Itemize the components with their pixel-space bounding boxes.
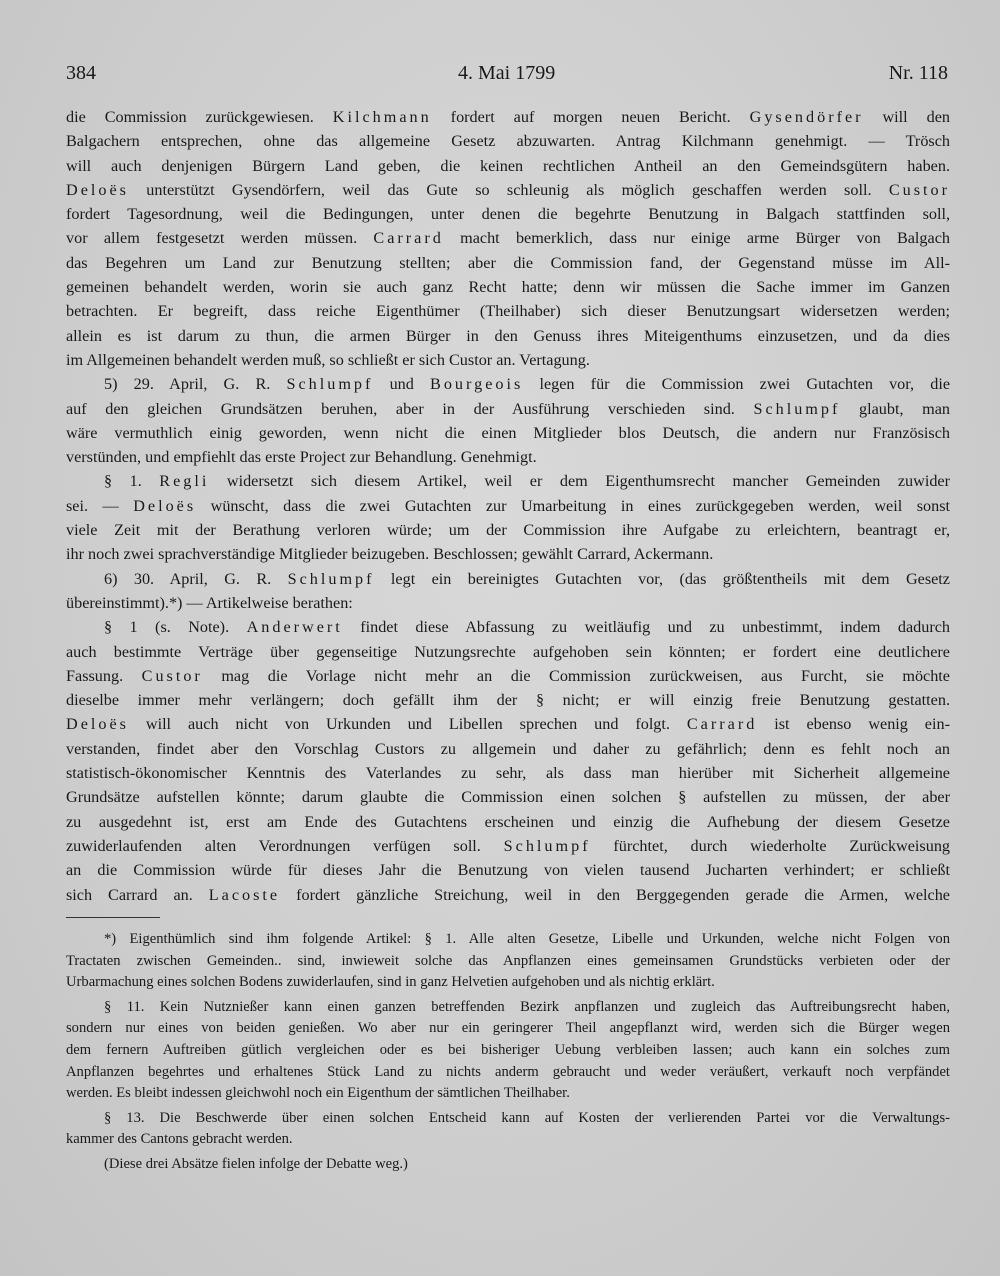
- text-line: gemeinen behandelt werden, worin sie auch ganz Recht hatte; denn wir müssen die Sache immer im Ganzen: [66, 278, 950, 297]
- speaker-name: Kilchmann: [332, 108, 432, 126]
- text-line: [66, 226, 950, 250]
- text-run: mag die Vorlage nicht mehr an die Commission zurückweisen, aus Furcht, sie möchte: [202, 666, 950, 685]
- text-run: auf den gleichen Grundsätzen beruhen, aber in der Ausführung verschieden sind.: [66, 399, 754, 418]
- text-line: übereinstimmt).*) — Artikelweise berathen:: [66, 593, 353, 612]
- text-line: will auch denjenigen Bürgern Land geben, die keinen rechtlichen Antheil an den Gemeindsgütern haben.: [66, 156, 950, 175]
- text-line: Grundsätze aufstellen könnte; darum glaubte die Commission einen solchen § aufstellen zu müssen, der aber: [66, 788, 950, 807]
- text-line: ihr noch zwei sprachverständige Mitglieder beizugeben. Beschlossen; gewählt Carrard, Ackermann.: [66, 545, 714, 564]
- text-line: statistisch-ökonomischer Kenntnis des Vaterlandes zu sehr, als dass man hierüber mit Sicherheit allgemeine: [66, 764, 950, 783]
- text-line: [66, 615, 950, 639]
- speaker-name: Schlumpf: [287, 569, 375, 588]
- text-run: zuwiderlaufenden alten Verordnungen verfügen soll.: [66, 836, 504, 855]
- header-date: 4. Mai 1799: [458, 62, 556, 84]
- footnote-line: dem fernern Auftreiben gütlich vergleichen oder es bei bisheriger Uebung verbleiben lassen; auch kann ein solches zum: [66, 1041, 950, 1058]
- text-run: will auch nicht von Urkunden und Libellen sprechen und folgt.: [128, 715, 687, 734]
- text-line: das Begehren um Land zur Benutzung stellten; aber die Commission fand, der Gegenstand müsse im All-: [66, 253, 950, 272]
- text-run: will den: [863, 108, 950, 126]
- text-line: verstünden, und empfiehlt das erste Project zur Behandlung. Genehmigt.: [66, 448, 537, 467]
- speaker-name: Deloës: [133, 496, 197, 515]
- text-line: [66, 372, 950, 396]
- speaker-name: Deloës: [66, 180, 129, 199]
- speaker-name: Deloës: [66, 715, 129, 734]
- text-run: legt ein bereinigtes Gutachten vor, (das größtentheils mit dem Gesetz: [374, 569, 950, 588]
- text-line: [66, 567, 950, 591]
- document-number: Nr. 118: [888, 62, 948, 84]
- text-line: auch bestimmte Verträge über gegenseitige Nutzungsrechte aufgehoben sein könnten; er fordert eine deutlichere: [66, 642, 950, 661]
- text-line: [66, 712, 950, 736]
- text-line: dieselbe immer mehr verlängern; doch gefällt ihm der § nicht; er will einzig freie Benutzung gestatten.: [66, 691, 950, 710]
- body-text: [66, 105, 950, 907]
- text-line: [66, 834, 950, 858]
- text-run: § 1 (s. Note).: [104, 618, 247, 637]
- speaker-name: Custor: [888, 180, 950, 199]
- speaker-name: Schlumpf: [286, 375, 374, 394]
- footnotes: [66, 929, 950, 1176]
- text-line: [66, 883, 950, 907]
- text-line: wäre vermuthlich einig geworden, wenn nicht die einen Mitglieder blos Deutsch, die andern nur Französisch: [66, 423, 950, 442]
- text-run: wünscht, dass die zwei Gutachten zur Umarbeitung in eines zurückgegeben werden, weil sonst: [196, 496, 950, 515]
- text-line: [66, 664, 950, 688]
- text-line: viele Zeit mit der Berathung verloren würde; um der Commission ihre Aufgabe zu erleichtern, beantragt er,: [66, 521, 950, 540]
- footnote-divider: [66, 917, 160, 918]
- text-run: vor allem festgesetzt werden müssen.: [66, 229, 374, 248]
- text-run: § 1.: [104, 472, 160, 491]
- text-run: macht bemerklich, dass nur einige arme Bürger von Balgach: [443, 229, 950, 248]
- text-run: die Commission zurückgewiesen.: [66, 108, 333, 126]
- text-line: zu ausgedehnt ist, erst am Ende des Gutachtens erscheinen und einzig die Aufhebung der diesem Gesetze: [66, 812, 950, 831]
- speaker-name: Custor: [141, 666, 203, 685]
- text-line: Balgachern entsprechen, ohne das allgemeine Gesetz abzuwarten. Antrag Kilchmann genehmigt. — Trösch: [66, 132, 950, 151]
- footnote-line: *) Eigenthümlich sind ihm folgende Artikel: § 1. Alle alten Gesetze, Libelle und Urkunden, welche nicht Folgen von: [104, 931, 950, 947]
- text-line: verstanden, findet aber den Vorschlag Custors zu allgemein und daher zu gefährlich; denn es fehlt noch an: [66, 739, 950, 758]
- text-line: [66, 494, 950, 518]
- footnote-line: (Diese drei Absätze fielen infolge der Debatte weg.): [104, 1155, 408, 1172]
- text-run: unterstützt Gysendörfern, weil das Gute so schleunig als möglich geschaffen werden soll.: [128, 180, 889, 199]
- speaker-name: Carrard: [686, 715, 758, 734]
- text-run: 6) 30. April, G. R.: [104, 569, 288, 588]
- text-run: und: [373, 375, 431, 394]
- footnote-line: Urbarmachung eines solchen Bodens zuwiderlaufen, sind in ganz Helvetien aufgehoben und als nichtig erklärt.: [66, 974, 715, 991]
- text-line: betrachten. Er begreift, dass reiche Eigenthümer (Theilhaber) sich dieser Benutzungsart widersetzen werden;: [66, 302, 950, 321]
- text-line: im Allgemeinen behandelt werden muß, so schließt er sich Custor an. Vertagung.: [66, 350, 590, 369]
- text-run: 5) 29. April, G. R.: [104, 375, 287, 394]
- speaker-name: Bourgeois: [430, 375, 524, 394]
- text-run: sich Carrard an.: [66, 885, 209, 904]
- speaker-name: Carrard: [373, 229, 444, 248]
- text-run: findet diese Abfassung zu weitläufig und zu unbestimmt, indem dadurch: [342, 618, 951, 637]
- text-run: sei. —: [66, 496, 134, 515]
- footnote-line: kammer des Cantons gebracht werden.: [66, 1131, 293, 1148]
- text-line: fordert Tagesordnung, weil die Bedingungen, unter denen die begehrte Benutzung in Balgach stattfinden soll,: [66, 205, 950, 224]
- text-line: an die Commission würde für dieses Jahr die Benutzung von vielen tausend Jucharten verhindert; er schließt: [66, 861, 950, 880]
- text-run: glaubt, man: [840, 399, 950, 418]
- text-line: [66, 105, 950, 129]
- speaker-name: Anderwert: [246, 618, 343, 637]
- footnote-line: § 13. Die Beschwerde über einen solchen Entscheid kann auf Kosten der verlierenden Partei vor die Verwaltungs-: [104, 1109, 950, 1126]
- text-line: [66, 397, 950, 421]
- footnote-line: Tractaten zwischen Gemeinden.. sind, inwieweit solche das Anpflanzen eines gemeinsamen Grundstücks verbieten oder der: [66, 952, 950, 969]
- text-run: widersetzt sich diesem Artikel, weil er dem Eigenthumsrecht mancher Gemeinden zuwider: [209, 472, 950, 491]
- text-run: ist ebenso wenig ein-: [757, 715, 950, 734]
- speaker-name: Schlumpf: [503, 836, 591, 855]
- text-run: fürchtet, durch wiederholte Zurückweisung: [590, 836, 951, 855]
- footnote-line: § 11. Kein Nutznießer kann einen ganzen betreffenden Bezirk anpflanzen und zugleich das Auftreibungsrecht haben,: [104, 998, 950, 1015]
- text-line: [66, 178, 950, 202]
- running-header: [66, 62, 948, 92]
- speaker-name: Regli: [159, 472, 210, 491]
- speaker-name: Schlumpf: [753, 399, 841, 418]
- speaker-name: Gysendörfer: [749, 108, 864, 126]
- text-line: [66, 469, 950, 493]
- speaker-name: Lacoste: [208, 885, 281, 904]
- page-number: 384: [66, 62, 96, 84]
- text-run: legen für die Commission zwei Gutachten vor, die: [523, 375, 951, 394]
- footnote-line: Anpflanzen begehrtes und erhaltenes Stück Land zu nichts anderm gebraucht und weder veräußert, verkauft noch verpfändet: [66, 1063, 950, 1080]
- footnote-line: werden. Es bleibt indessen gleichwohl noch ein Eigenthum der sämtlichen Theilhaber.: [66, 1085, 570, 1102]
- text-run: fordert gänzliche Streichung, weil in den Berggegenden gerade die Armen, welche: [280, 885, 950, 904]
- text-run: Fassung.: [66, 666, 142, 685]
- footnote-line: sondern nur eines von beiden genießen. Wo aber nur ein geringerer Theil angepflanzt wird, werden sich die Bürger wegen: [66, 1020, 950, 1037]
- text-line: allein es ist darum zu thun, die armen Bürger in den Genuss ihres Miteigenthums einzusetzen, und da dies: [66, 326, 950, 345]
- text-run: fordert auf morgen neuen Bericht.: [431, 108, 750, 126]
